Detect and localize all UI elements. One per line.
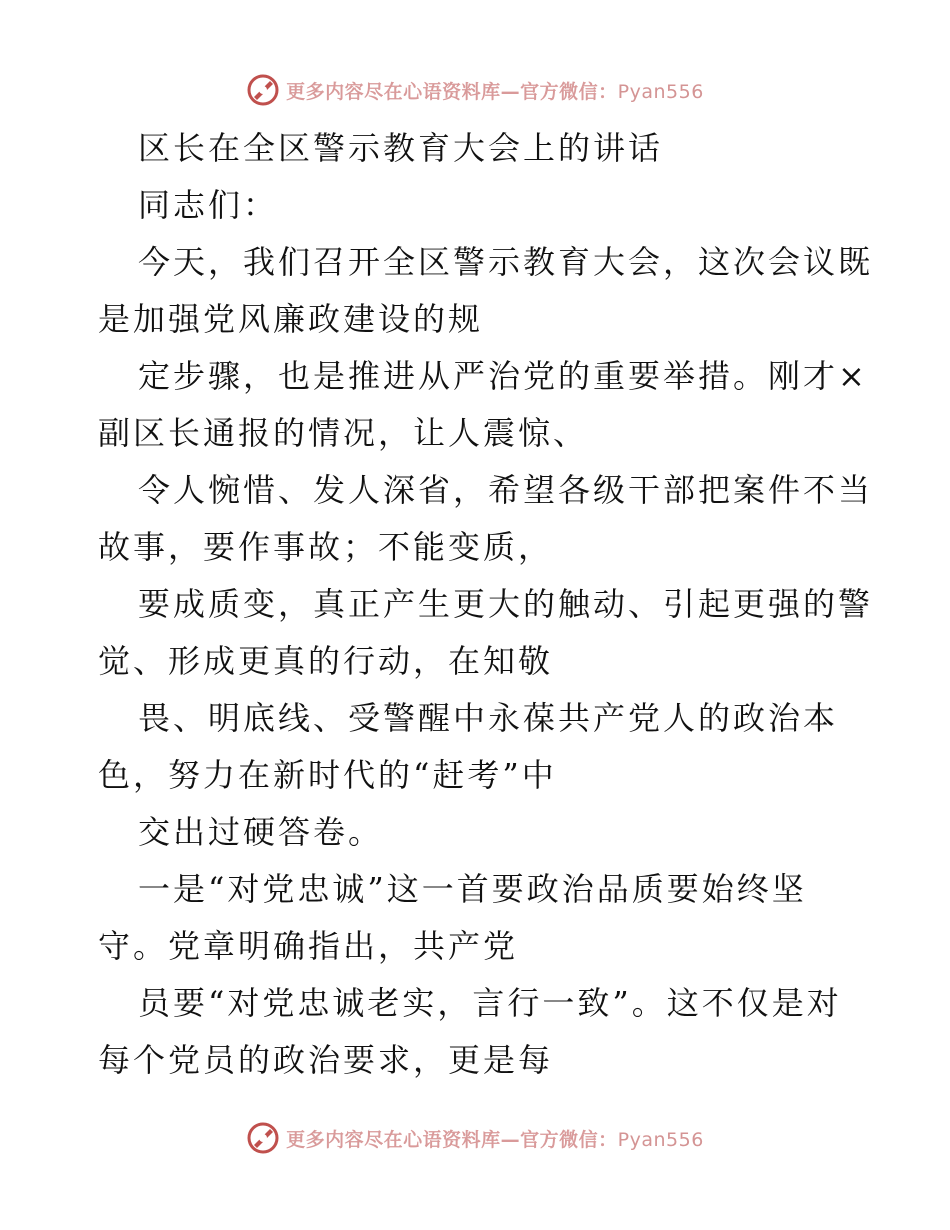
document-title: 区长在全区警示教育大会上的讲话: [138, 129, 664, 167]
text-line: 觉、形成更真的行动，在知敬: [98, 642, 554, 680]
text-line: 定步骤，也是推进从严治党的重要举措。刚才×: [138, 357, 868, 395]
salutation: 同志们：: [138, 186, 279, 224]
watermark-wechat-id: Pyan556: [617, 80, 704, 103]
text-line: 畏、明底线、受警醒中永葆共产党人的政治本: [138, 699, 839, 737]
document-body: [98, 120, 874, 1089]
logo-icon: [246, 1121, 280, 1155]
watermark-wechat-id: Pyan556: [617, 1128, 704, 1151]
header-watermark: [0, 70, 950, 110]
footer-watermark: [0, 1118, 950, 1158]
text-line: 要成质变，真正产生更大的触动、引起更强的警: [138, 585, 874, 623]
text-line: 色，努力在新时代的“赶考”中: [98, 756, 557, 794]
text-line: 今天，我们召开全区警示教育大会，这次会议既: [138, 243, 874, 281]
text-line: 员要“对党忠诚老实，言行一致”。这不仅是对: [138, 984, 842, 1022]
logo-icon: [246, 73, 280, 107]
text-line: 令人惋惜、发人深省，希望各级干部把案件不当: [138, 471, 874, 509]
text-line: 是加强党风廉政建设的规: [98, 300, 484, 338]
watermark-text: 更多内容尽在心语资料库—官方微信：Pyan556: [286, 80, 704, 103]
text-line: 每个党员的政治要求，更是每: [98, 1041, 554, 1079]
watermark-text: 更多内容尽在心语资料库—官方微信：Pyan556: [286, 1128, 704, 1151]
text-line: 故事，要作事故；不能变质，: [98, 528, 554, 566]
text-line: 交出过硬答卷。: [138, 813, 384, 851]
text-line: 一是“对党忠诚”这一首要政治品质要始终坚: [138, 870, 807, 908]
text-line: 守。党章明确指出，共产党: [98, 927, 519, 965]
text-line: 副区长通报的情况，让人震惊、: [98, 414, 589, 452]
